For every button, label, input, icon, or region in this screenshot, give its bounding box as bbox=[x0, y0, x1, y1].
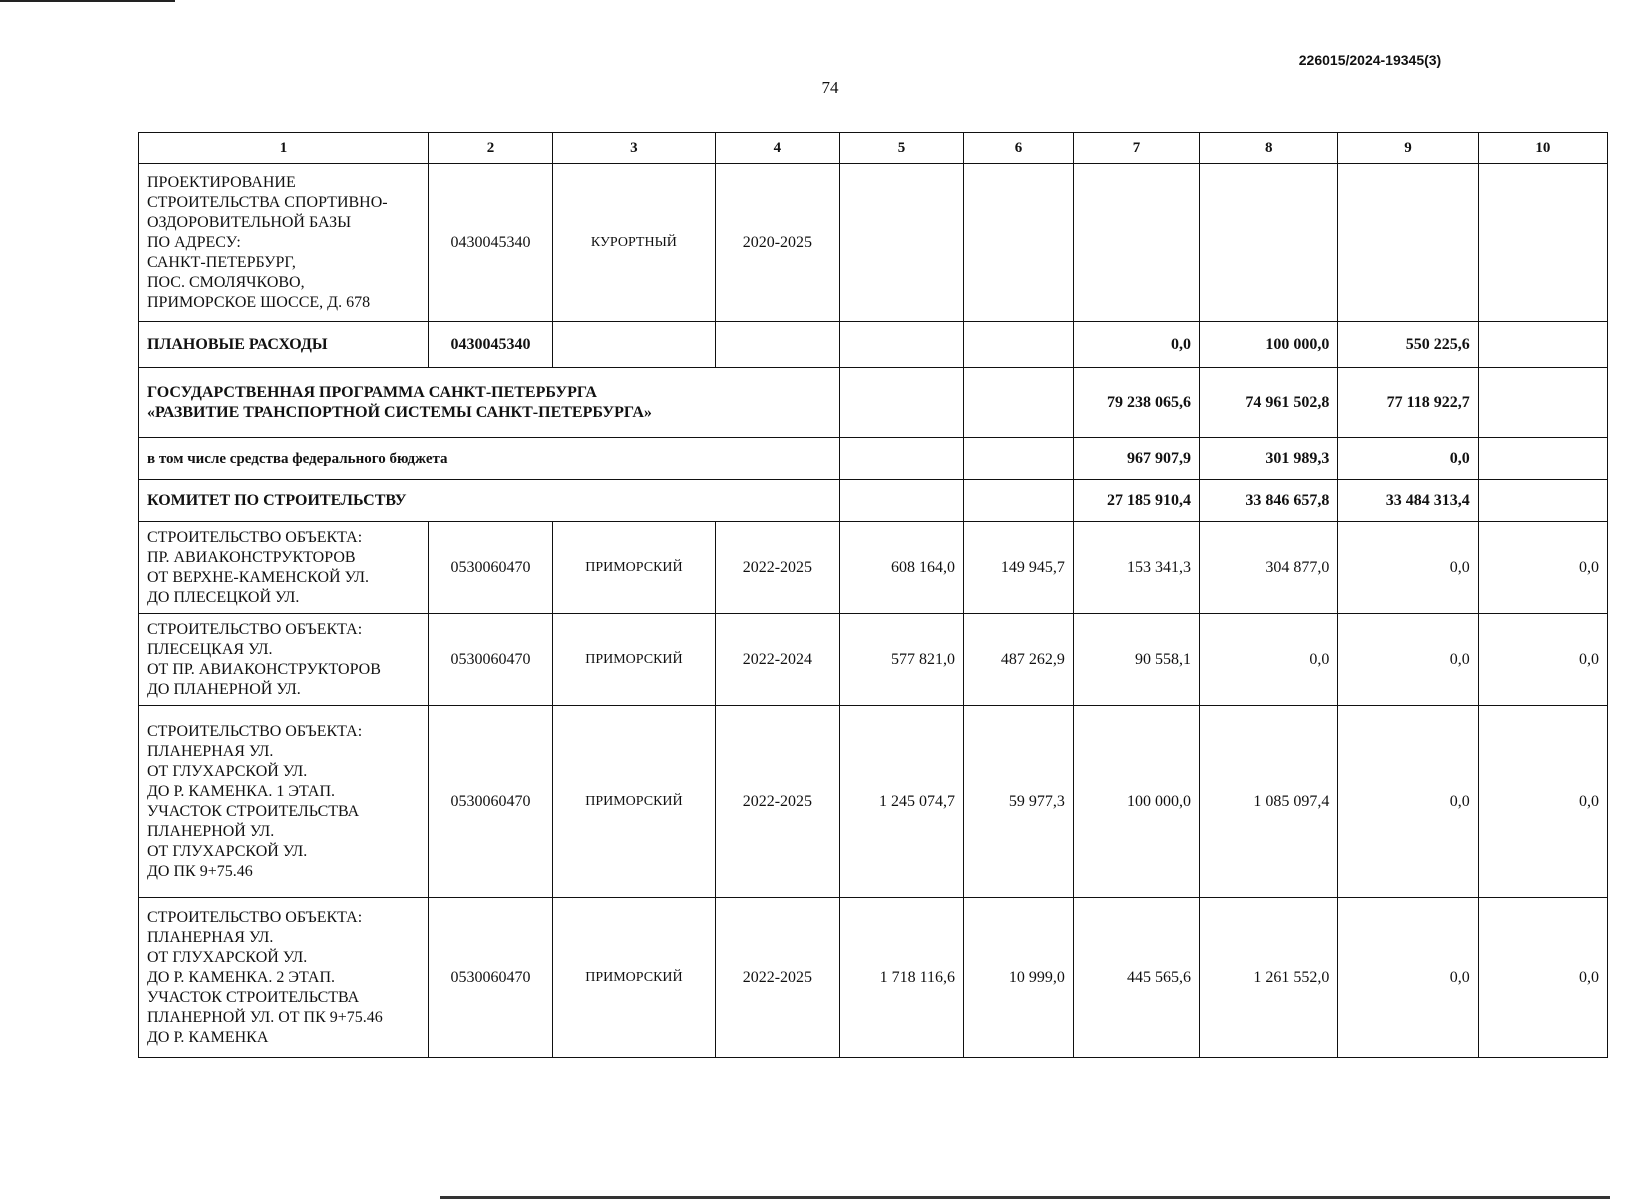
value-cell bbox=[1478, 322, 1607, 368]
district-cell: ПРИМОРСКИЙ bbox=[553, 706, 716, 898]
value-cell bbox=[1478, 368, 1607, 438]
value-cell: 10 999,0 bbox=[964, 898, 1074, 1058]
code-cell: 0530060470 bbox=[428, 706, 552, 898]
name-line: САНКТ-ПЕТЕРБУРГ, bbox=[147, 253, 296, 271]
value-cell bbox=[839, 368, 963, 438]
value-cell bbox=[839, 480, 963, 522]
code-cell: 0530060470 bbox=[428, 522, 552, 614]
value-cell: 577 821,0 bbox=[839, 614, 963, 706]
period-cell: 2022-2024 bbox=[715, 614, 839, 706]
value-cell: 149 945,7 bbox=[964, 522, 1074, 614]
summary-row bbox=[139, 438, 1608, 480]
value-cell: 33 484 313,4 bbox=[1338, 480, 1478, 522]
name-line: ДО Р. КАМЕНКА. 2 ЭТАП. bbox=[147, 968, 336, 986]
code-cell: 0430045340 bbox=[428, 322, 552, 368]
table-row bbox=[139, 706, 1608, 898]
district-cell: ПРИМОРСКИЙ bbox=[553, 614, 716, 706]
object-name-cell bbox=[139, 898, 429, 1058]
value-cell bbox=[1478, 164, 1607, 322]
value-cell: 0,0 bbox=[1338, 522, 1478, 614]
federal-budget-cell: в том числе средства федерального бюджета bbox=[139, 438, 840, 480]
period-cell: 2022-2025 bbox=[715, 706, 839, 898]
value-cell: 0,0 bbox=[1200, 614, 1338, 706]
column-header: 9 bbox=[1338, 133, 1478, 164]
district-cell: КУРОРТНЫЙ bbox=[553, 164, 716, 322]
value-cell: 304 877,0 bbox=[1200, 522, 1338, 614]
value-cell bbox=[839, 164, 963, 322]
code-cell: 0530060470 bbox=[428, 898, 552, 1058]
value-cell: 0,0 bbox=[1478, 898, 1607, 1058]
document-registration-number: 226015/2024-19345(3) bbox=[1298, 52, 1442, 68]
column-header: 4 bbox=[715, 133, 839, 164]
name-line: ГОСУДАРСТВЕННАЯ ПРОГРАММА САНКТ-ПЕТЕРБУРГА bbox=[147, 383, 597, 401]
period-cell bbox=[715, 322, 839, 368]
name-line: ОТ ПР. АВИАКОНСТРУКТОРОВ bbox=[147, 660, 381, 678]
period-cell: 2022-2025 bbox=[715, 522, 839, 614]
value-cell: 0,0 bbox=[1478, 614, 1607, 706]
table-row bbox=[139, 614, 1608, 706]
table-row bbox=[139, 522, 1608, 614]
name-line: ПО АДРЕСУ: bbox=[147, 233, 241, 251]
value-cell: 0,0 bbox=[1478, 706, 1607, 898]
name-line: СТРОИТЕЛЬСТВО ОБЪЕКТА: bbox=[147, 722, 363, 740]
code-cell: 0530060470 bbox=[428, 614, 552, 706]
object-name-cell bbox=[139, 522, 429, 614]
value-cell bbox=[1200, 164, 1338, 322]
value-cell bbox=[1073, 164, 1199, 322]
value-cell: 0,0 bbox=[1073, 322, 1199, 368]
value-cell: 0,0 bbox=[1338, 898, 1478, 1058]
name-line: УЧАСТОК СТРОИТЕЛЬСТВА bbox=[147, 802, 360, 820]
object-name-cell bbox=[139, 706, 429, 898]
name-line: ДО ПК 9+75.46 bbox=[147, 862, 253, 880]
table-row bbox=[139, 322, 1608, 368]
scan-edge-line-top bbox=[0, 0, 175, 2]
table-row bbox=[139, 164, 1608, 322]
value-cell: 100 000,0 bbox=[1073, 706, 1199, 898]
name-line: ДО Р. КАМЕНКА. 1 ЭТАП. bbox=[147, 782, 336, 800]
column-header: 8 bbox=[1200, 133, 1338, 164]
name-line: ПЛЕСЕЦКАЯ УЛ. bbox=[147, 640, 273, 658]
value-cell: 33 846 657,8 bbox=[1200, 480, 1338, 522]
name-line: СТРОИТЕЛЬСТВО ОБЪЕКТА: bbox=[147, 620, 363, 638]
value-cell: 550 225,6 bbox=[1338, 322, 1478, 368]
name-line: ПОС. СМОЛЯЧКОВО, bbox=[147, 273, 305, 291]
column-header: 10 bbox=[1478, 133, 1607, 164]
value-cell: 487 262,9 bbox=[964, 614, 1074, 706]
name-line: ОТ ВЕРХНЕ-КАМЕНСКОЙ УЛ. bbox=[147, 568, 369, 586]
summary-row bbox=[139, 480, 1608, 522]
value-cell bbox=[964, 480, 1074, 522]
column-header: 3 bbox=[553, 133, 716, 164]
name-line: СТРОИТЕЛЬСТВО ОБЪЕКТА: bbox=[147, 528, 363, 546]
name-line: ПЛАНЕРНАЯ УЛ. bbox=[147, 928, 274, 946]
value-cell bbox=[964, 368, 1074, 438]
value-cell bbox=[964, 438, 1074, 480]
name-line: ОТ ГЛУХАРСКОЙ УЛ. bbox=[147, 948, 308, 966]
value-cell: 27 185 910,4 bbox=[1073, 480, 1199, 522]
value-cell: 1 245 074,7 bbox=[839, 706, 963, 898]
object-name-cell bbox=[139, 164, 429, 322]
value-cell: 153 341,3 bbox=[1073, 522, 1199, 614]
code-cell: 0430045340 bbox=[428, 164, 552, 322]
committee-name-cell: КОМИТЕТ ПО СТРОИТЕЛЬСТВУ bbox=[139, 480, 840, 522]
name-line: СТРОИТЕЛЬСТВО ОБЪЕКТА: bbox=[147, 908, 363, 926]
value-cell: 79 238 065,6 bbox=[1073, 368, 1199, 438]
column-header: 7 bbox=[1073, 133, 1199, 164]
name-line: ОЗДОРОВИТЕЛЬНОЙ БАЗЫ bbox=[147, 213, 352, 231]
scan-edge-line-bottom bbox=[440, 1196, 1610, 1199]
value-cell: 967 907,9 bbox=[1073, 438, 1199, 480]
name-line: УЧАСТОК СТРОИТЕЛЬСТВА bbox=[147, 988, 360, 1006]
name-line: ПРОЕКТИРОВАНИЕ bbox=[147, 173, 296, 191]
name-line: ПР. АВИАКОНСТРУКТОРОВ bbox=[147, 548, 356, 566]
name-line: СТРОИТЕЛЬСТВА СПОРТИВНО- bbox=[147, 193, 388, 211]
name-line: ОТ ГЛУХАРСКОЙ УЛ. bbox=[147, 842, 308, 860]
budget-table bbox=[138, 132, 1608, 1058]
name-line: ПЛАНЕРНАЯ УЛ. bbox=[147, 742, 274, 760]
column-header: 1 bbox=[139, 133, 429, 164]
name-line: ПЛАНЕРНОЙ УЛ. ОТ ПК 9+75.46 bbox=[147, 1008, 383, 1026]
column-header: 2 bbox=[428, 133, 552, 164]
value-cell: 1 085 097,4 bbox=[1200, 706, 1338, 898]
column-header: 6 bbox=[964, 133, 1074, 164]
value-cell: 1 718 116,6 bbox=[839, 898, 963, 1058]
page-number: 74 bbox=[821, 78, 839, 97]
value-cell: 74 961 502,8 bbox=[1200, 368, 1338, 438]
period-cell: 2022-2025 bbox=[715, 898, 839, 1058]
name-line: «РАЗВИТИЕ ТРАНСПОРТНОЙ СИСТЕМЫ САНКТ-ПЕТЕРБУРГА» bbox=[147, 403, 652, 421]
program-name-cell bbox=[139, 368, 840, 438]
value-cell: 100 000,0 bbox=[1200, 322, 1338, 368]
value-cell: 1 261 552,0 bbox=[1200, 898, 1338, 1058]
value-cell: 90 558,1 bbox=[1073, 614, 1199, 706]
value-cell bbox=[964, 322, 1074, 368]
district-cell: ПРИМОРСКИЙ bbox=[553, 898, 716, 1058]
table-row bbox=[139, 898, 1608, 1058]
value-cell: 77 118 922,7 bbox=[1338, 368, 1478, 438]
value-cell bbox=[1478, 480, 1607, 522]
name-line: ОТ ГЛУХАРСКОЙ УЛ. bbox=[147, 762, 308, 780]
column-number-header-row bbox=[139, 133, 1608, 164]
name-line: ДО Р. КАМЕНКА bbox=[147, 1028, 269, 1046]
summary-row bbox=[139, 368, 1608, 438]
district-cell: ПРИМОРСКИЙ bbox=[553, 522, 716, 614]
value-cell: 59 977,3 bbox=[964, 706, 1074, 898]
period-cell: 2020-2025 bbox=[715, 164, 839, 322]
value-cell bbox=[839, 322, 963, 368]
value-cell: 608 164,0 bbox=[839, 522, 963, 614]
name-line: ПЛАНЕРНОЙ УЛ. bbox=[147, 822, 275, 840]
value-cell: 301 989,3 bbox=[1200, 438, 1338, 480]
value-cell: 0,0 bbox=[1338, 614, 1478, 706]
name-line: ДО ПЛЕСЕЦКОЙ УЛ. bbox=[147, 588, 300, 606]
column-header: 5 bbox=[839, 133, 963, 164]
name-line: ПРИМОРСКОЕ ШОССЕ, Д. 678 bbox=[147, 293, 371, 311]
value-cell: 445 565,6 bbox=[1073, 898, 1199, 1058]
value-cell: 0,0 bbox=[1338, 706, 1478, 898]
object-name-cell bbox=[139, 614, 429, 706]
value-cell: 0,0 bbox=[1478, 522, 1607, 614]
value-cell bbox=[839, 438, 963, 480]
name-line: ДО ПЛАНЕРНОЙ УЛ. bbox=[147, 680, 301, 698]
object-name-cell: ПЛАНОВЫЕ РАСХОДЫ bbox=[139, 322, 429, 368]
value-cell bbox=[1338, 164, 1478, 322]
district-cell bbox=[553, 322, 716, 368]
value-cell bbox=[1478, 438, 1607, 480]
value-cell: 0,0 bbox=[1338, 438, 1478, 480]
value-cell bbox=[964, 164, 1074, 322]
